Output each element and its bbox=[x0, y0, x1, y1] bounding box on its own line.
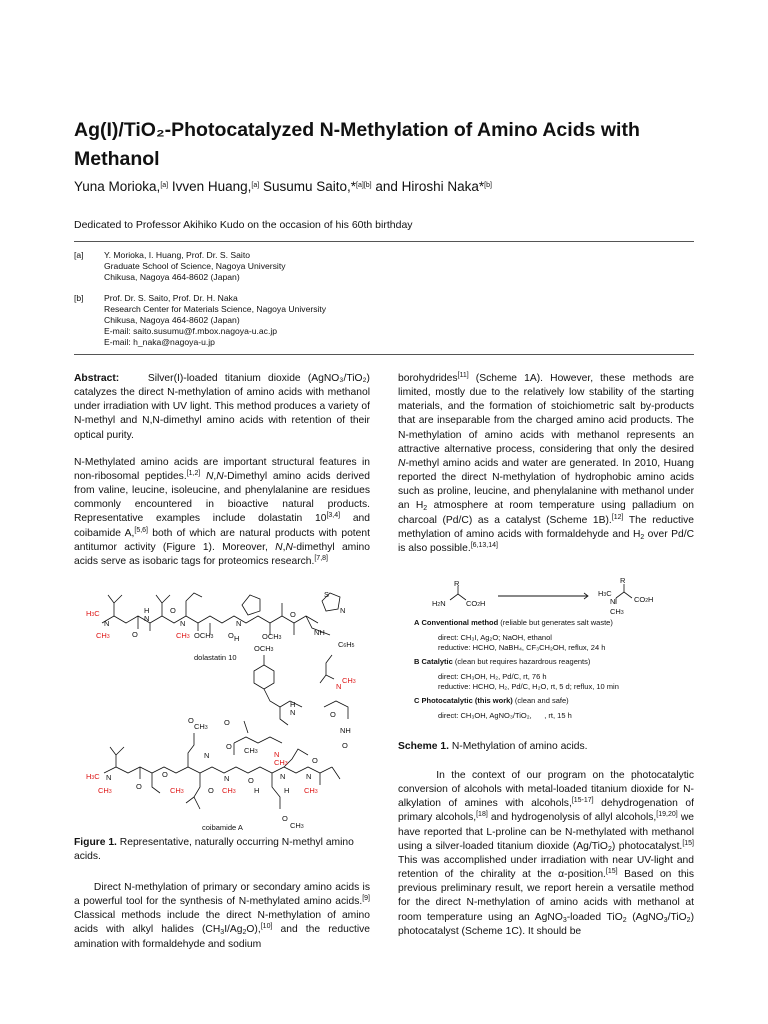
svg-text:H: H bbox=[234, 634, 240, 643]
svg-text:O: O bbox=[208, 786, 214, 795]
method-b-title: Catalytic bbox=[421, 657, 453, 666]
svg-text:CH3: CH3 bbox=[610, 607, 624, 616]
figure-1-structures bbox=[84, 583, 374, 839]
author-1: Yuna Morioka, bbox=[74, 179, 161, 194]
method-b-reductive: reductive: HCHO, H₂, Pd/C, H₂O, rt, 5 d; reflux, 10 min bbox=[438, 682, 619, 691]
svg-text:H3C: H3C bbox=[86, 609, 100, 618]
method-c-direct: direct: CH₃OH, AgNO₃/TiO₂, , rt, 15 h bbox=[438, 711, 572, 720]
abstract-text: Silver(I)-loaded titanium dioxide (AgNO₃/TiO₂) catalyzes the direct N-methylation of amino acids with methanol under irradiation with UV light. This method produces a variety of N-methyl and N,N-dimethyl amino acids with retention of their optical purity. bbox=[74, 373, 370, 441]
svg-text:H: H bbox=[290, 700, 296, 709]
scheme-1-caption-text: N-Methylation of amino acids. bbox=[451, 741, 588, 752]
svg-text:N: N bbox=[274, 750, 280, 759]
svg-text:H: H bbox=[254, 786, 260, 795]
intro-paragraph-3: borohydrides[11] (Scheme 1A). However, these methods are limited, mostly due to the relatively low stability of the starting materials, and the formation of stoichiometric salt by-products that are inseparable from the charged amino acid products. The N-methylation of amino acids with methanol represents an attractive alternative process, considering that only the desired N-methyl amino acids and water are generated. In 2010, Huang reported the direct N-methylation of hydrophobic amino acids such as proline, leucine, and phenylalanine with methanol under an $H_2$ atmosphere at room temperature using palladium on charcoal (Pd/C) as a catalyst (Scheme 1B).[12] The reductive methylation of amino acids with formaldehyde and $H_2$ over Pd/C is also possible.[6,13,14] bbox=[398, 372, 694, 554]
svg-text:OCH3: OCH3 bbox=[194, 631, 214, 640]
affiliation-top-rule bbox=[74, 241, 694, 242]
molecule-drawings bbox=[84, 583, 374, 839]
svg-text:O: O bbox=[282, 814, 288, 823]
method-a-label: A bbox=[414, 618, 420, 627]
svg-text:N: N bbox=[340, 606, 346, 615]
scheme-1-label: Scheme 1. bbox=[398, 741, 449, 752]
svg-text:CH3: CH3 bbox=[96, 631, 110, 640]
author-list bbox=[74, 178, 714, 196]
affiliation-bottom-rule bbox=[74, 354, 694, 355]
svg-text:O: O bbox=[342, 741, 348, 750]
svg-text:O: O bbox=[136, 782, 142, 791]
svg-text:H2N: H2N bbox=[432, 599, 446, 608]
svg-text:N: N bbox=[306, 772, 312, 781]
svg-text:O: O bbox=[224, 718, 230, 727]
method-b-label: B bbox=[414, 657, 420, 666]
method-c-title: Photocatalytic (this work) bbox=[421, 696, 513, 705]
svg-text:CO2H: CO2H bbox=[634, 595, 654, 604]
scheme-1 bbox=[398, 574, 698, 720]
method-a-title: Conventional method bbox=[421, 618, 499, 627]
svg-text:N: N bbox=[180, 619, 186, 628]
svg-text:C6H5: C6H5 bbox=[338, 640, 355, 649]
author-3-affil: [a][b] bbox=[356, 182, 372, 189]
svg-text:O: O bbox=[132, 630, 138, 639]
svg-text:O: O bbox=[170, 606, 176, 615]
svg-text:N: N bbox=[224, 774, 230, 783]
affiliation-line: E-mail: h_naka@nagoya-u.jp bbox=[104, 337, 215, 347]
svg-text:CO2H: CO2H bbox=[466, 599, 486, 608]
title-line-1: Ag(I)/TiO₂-Photocatalyzed N-Methylation of Amino Acids with bbox=[74, 119, 640, 141]
svg-text:H: H bbox=[144, 606, 150, 615]
author-2-affil: [a] bbox=[251, 182, 260, 189]
svg-text:CH3: CH3 bbox=[290, 821, 304, 830]
paper-title bbox=[74, 116, 714, 174]
author-4-affil: [b] bbox=[484, 182, 492, 189]
svg-text:CH3: CH3 bbox=[304, 786, 318, 795]
method-a-direct: direct: CH₃I, Ag₂O; NaOH, ethanol bbox=[438, 633, 552, 642]
affiliation-tag: [b] bbox=[74, 293, 84, 303]
svg-text:CH3: CH3 bbox=[98, 786, 112, 795]
svg-text:R: R bbox=[620, 576, 626, 585]
affiliation-line: Chikusa, Nagoya 464-8602 (Japan) bbox=[104, 315, 240, 325]
method-b-heading bbox=[414, 657, 619, 667]
scheme-1-reaction bbox=[398, 574, 698, 616]
method-a-heading bbox=[414, 618, 619, 628]
svg-text:OCH3: OCH3 bbox=[254, 644, 274, 653]
left-column-bottom bbox=[74, 881, 370, 952]
author-2: Ivven Huang, bbox=[168, 179, 252, 194]
svg-text:O: O bbox=[248, 776, 254, 785]
method-c-heading bbox=[414, 696, 619, 706]
coibamide-label: coibamide A bbox=[202, 823, 243, 832]
affiliation-line: Prof. Dr. S. Saito, Prof. Dr. H. Naka bbox=[104, 293, 238, 303]
affiliation-line: Research Center for Materials Science, Nagoya University bbox=[104, 304, 327, 314]
svg-text:S: S bbox=[324, 590, 330, 599]
svg-text:O: O bbox=[226, 742, 232, 751]
svg-text:OCH3: OCH3 bbox=[262, 632, 282, 641]
title-line-2: Methanol bbox=[74, 148, 160, 170]
svg-text:O: O bbox=[290, 610, 296, 619]
svg-text:N: N bbox=[144, 614, 150, 623]
intro-paragraph-2: Direct N-methylation of primary or secondary amino acids is a powerful tool for the synthesis of N-methylated amino acids.[9] Classical methods include the direct N-methylation of amino acids with alkyl halides $(CH_3I/Ag_2O),[10]$ and the reductive amination with formaldehyde and sodium bbox=[74, 882, 370, 950]
svg-text:N: N bbox=[104, 619, 110, 628]
svg-text:CH3: CH3 bbox=[170, 786, 184, 795]
svg-text:H: H bbox=[284, 786, 290, 795]
svg-text:CH3: CH3 bbox=[274, 758, 288, 767]
svg-text:H3C: H3C bbox=[598, 589, 612, 598]
affiliation-line: E-mail: saito.susumu@f.mbox.nagoya-u.ac.jp bbox=[104, 326, 278, 336]
abstract bbox=[74, 372, 370, 443]
svg-text:N: N bbox=[610, 597, 616, 606]
method-a-note: (reliable but generates salt waste) bbox=[500, 618, 613, 627]
scheme-1-caption bbox=[398, 740, 694, 754]
svg-text:O: O bbox=[188, 716, 194, 725]
figure-1-caption-text: Representative, naturally occurring N-methyl amino acids. bbox=[74, 837, 354, 862]
method-b-direct: direct: CH₃OH, H₂, Pd/C, rt, 76 h bbox=[438, 672, 547, 681]
svg-text:CH3: CH3 bbox=[244, 746, 258, 755]
svg-text:N: N bbox=[106, 773, 112, 782]
author-1-affil: [a] bbox=[160, 182, 169, 189]
svg-text:R: R bbox=[454, 579, 460, 588]
method-c-note: (clean and safe) bbox=[514, 696, 569, 705]
svg-text:CH3: CH3 bbox=[222, 786, 236, 795]
svg-text:NH: NH bbox=[314, 628, 325, 637]
dolastatin-label: dolastatin 10 bbox=[194, 653, 237, 662]
svg-text:H3C: H3C bbox=[86, 772, 100, 781]
affiliation-line: Chikusa, Nagoya 464-8602 (Japan) bbox=[104, 272, 240, 282]
svg-text:CH3: CH3 bbox=[176, 631, 190, 640]
svg-text:O: O bbox=[162, 770, 168, 779]
author-3: Susumu Saito,* bbox=[259, 179, 357, 194]
svg-text:NH: NH bbox=[340, 726, 351, 735]
svg-text:N: N bbox=[336, 682, 342, 691]
dedication: Dedicated to Professor Akihiko Kudo on the occasion of his 60th birthday bbox=[74, 219, 413, 231]
right-column-bottom bbox=[398, 769, 694, 939]
left-column-top bbox=[74, 372, 370, 569]
method-a-reductive: reductive: HCHO, NaBH₄, CF₃CH₂OH, reflux, 24 h bbox=[438, 643, 606, 652]
affiliation-line: Graduate School of Science, Nagoya University bbox=[104, 261, 286, 271]
affiliation-tag: [a] bbox=[74, 250, 84, 260]
svg-text:CH3: CH3 bbox=[194, 722, 208, 731]
right-column-top bbox=[398, 372, 694, 556]
affiliation-line: Y. Morioka, I. Huang, Prof. Dr. S. Saito bbox=[104, 250, 251, 260]
figure-1-caption bbox=[74, 836, 370, 864]
svg-text:O: O bbox=[228, 631, 234, 640]
intro-paragraph-1: N-Methylated amino acids are important structural features in non-ribosomal peptides.[1,2] N,N-Dimethyl amino acids derived from valine, leucine, isoleucine, and phenylalanine are residues commonly encountered in bioactive natural products. Representative examples include dolastatin 10[3,4] and coibamide A,[5,6] both of which are natural products with potent antitumor activity (Figure 1). Moreover, N,N-dimethyl amino acids serve as isobaric tags for proteomics research.[7,8] bbox=[74, 456, 370, 567]
abstract-label: Abstract: bbox=[74, 373, 120, 384]
svg-text:O: O bbox=[330, 710, 336, 719]
method-b-note: (clean but requires hazardrous reagents) bbox=[454, 657, 591, 666]
method-c-label: C bbox=[414, 696, 420, 705]
svg-text:CH3: CH3 bbox=[342, 676, 356, 685]
dolastatin-structure bbox=[102, 593, 340, 635]
figure-1-label: Figure 1. bbox=[74, 837, 117, 848]
svg-text:N: N bbox=[236, 619, 242, 628]
intro-paragraph-4: In the context of our program on the photocatalytic conversion of alcohols with metal-loaded titanium dioxide for N-alkylation of amines with alcohols,[15-17] dehydrogenation of primary alcohols,[18] and hydrogenolysis of allyl alcohols,[19,20] we have reported that L-proline can be N-methylated with methanol using a silver-loaded titanium dioxide (Ag/TiO$_2$) photocatalyst.[15] This was accomplished under irradiation with near UV-light and retention of the chirality at the α-position.[15] Based on this previous preliminary result, we report herein a versatile method for the direct N-methylation of amino acids with methanol at room temperature using an AgNO$_3$-loaded TiO$_2$ (AgNO$_3$/TiO$_2$) photocatalyst (Scheme 1C). It should be bbox=[398, 770, 694, 937]
scheme-1-conditions bbox=[414, 618, 619, 721]
author-4: and Hiroshi Naka* bbox=[371, 179, 485, 194]
svg-text:N: N bbox=[290, 708, 296, 717]
svg-text:N: N bbox=[280, 772, 286, 781]
svg-text:N: N bbox=[204, 751, 210, 760]
svg-text:O: O bbox=[312, 756, 318, 765]
